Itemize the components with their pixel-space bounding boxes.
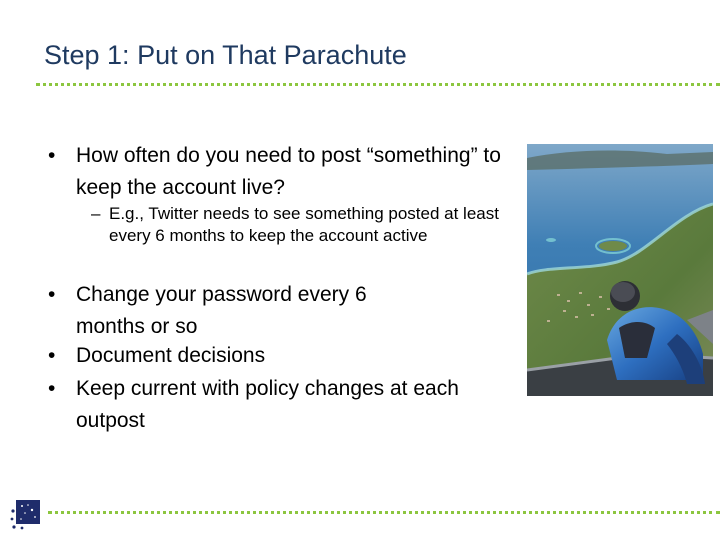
- footer-divider: [48, 511, 720, 514]
- star-cluster-logo-icon: [10, 497, 42, 530]
- title-divider: [36, 83, 720, 86]
- bullet-marker: •: [48, 344, 56, 367]
- bullet-marker: •: [48, 144, 56, 167]
- sub-bullet-marker: –: [91, 204, 101, 223]
- bullet-text: Keep current with policy changes at each outpost: [76, 377, 459, 432]
- bullet-marker: •: [48, 377, 56, 400]
- bullet-marker: •: [48, 283, 56, 306]
- slide-title: Step 1: Put on That Parachute: [44, 40, 407, 70]
- sub-bullet-text: E.g., Twitter needs to see something posted at least every 6 months to keep the account active: [109, 204, 499, 245]
- bullet-text: Change your password every 6 months or so: [76, 283, 367, 338]
- bullet-text: Document decisions: [76, 344, 266, 367]
- bullet-text: How often do you need to post “something” to keep the account live?: [76, 144, 501, 199]
- skydiver-photo: [527, 144, 713, 396]
